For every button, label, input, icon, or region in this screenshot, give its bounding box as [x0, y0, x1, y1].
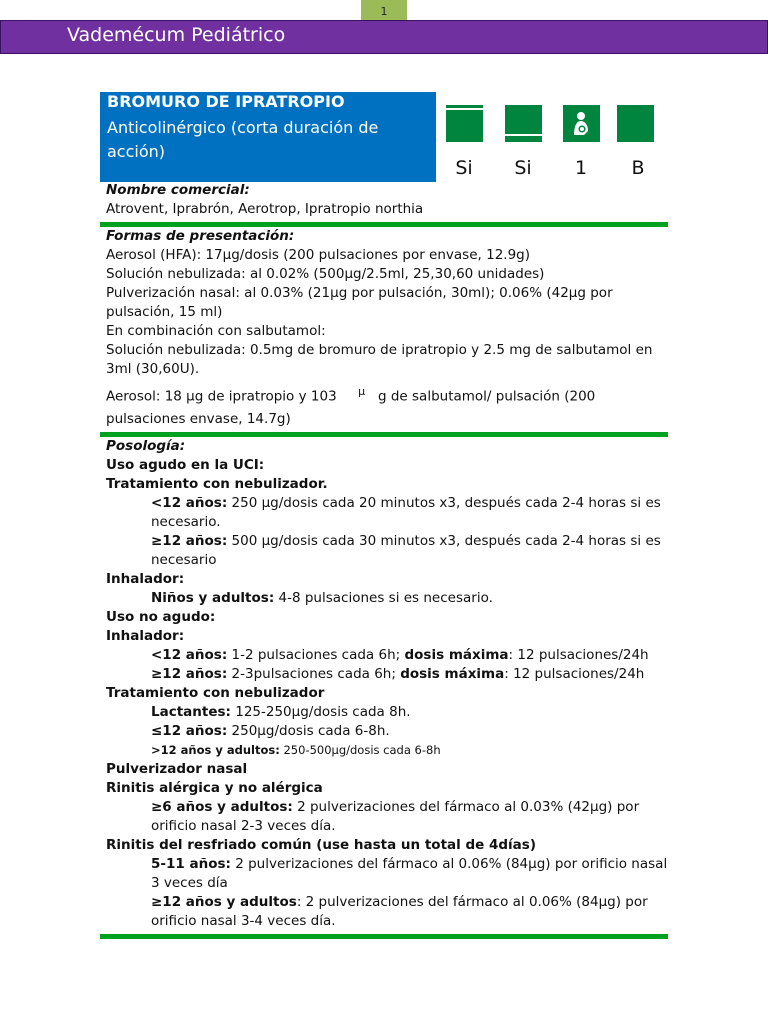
- lactation-label: Si: [514, 157, 532, 179]
- drug-name: BROMURO DE IPRATROPIO: [107, 92, 345, 111]
- breastfeeding-label: 1: [574, 157, 588, 179]
- formas-line: En combinación con salbutamol:: [106, 323, 326, 339]
- nombre-comercial-title: Nombre comercial:: [106, 182, 250, 198]
- dosing-line: Lactantes: 125-250µg/dosis cada 8h.: [151, 703, 411, 720]
- pregnancy-label: Si: [455, 157, 473, 179]
- monograph-content: [106, 181, 668, 939]
- header-title: Vademécum Pediátrico: [67, 24, 286, 46]
- risk-category-label: B: [631, 157, 645, 179]
- dosing-line: ≥12 años: 2-3pulsaciones cada 6h; dosis máxima: 12 pulsaciones/24h: [151, 665, 645, 682]
- dosing-line: ≥12 años: 500 µg/dosis cada 30 minutos x3, después cada 2-4 horas si es necesario: [151, 532, 661, 568]
- dosing-line: >12 años y adultos: 250-500µg/dosis cada 6-8h: [151, 742, 441, 757]
- page-header: [0, 20, 768, 54]
- nombre-comercial-text: Atrovent, Iprabrón, Aerotrop, Ipratropio northia: [106, 201, 424, 217]
- dosing-line: <12 años: 250 µg/dosis cada 20 minutos x3, después cada 2-4 horas si es necesario.: [151, 494, 661, 530]
- dosing-heading: Pulverizador nasal: [106, 760, 248, 777]
- dosing-heading: Inhalador:: [106, 627, 185, 644]
- dosing-line: <12 años: 1-2 pulsaciones cada 6h; dosis máxima: 12 pulsaciones/24h: [151, 646, 649, 663]
- dosing-heading: Rinitis alérgica y no alérgica: [106, 779, 323, 796]
- formas-aerosol-line: Aerosol: 18 µg de ipratropio y 103 $^\mu$ g de salbutamol/ pulsación (200: [106, 385, 596, 405]
- formas-line: Aerosol (HFA): 17µg/dosis (200 pulsaciones por envase, 12.9g): [106, 247, 530, 263]
- dosing-heading: Rinitis del resfriado común (use hasta un total de 4días): [106, 836, 536, 853]
- dosing-line: 5-11 años: 2 pulverizaciones del fármaco al 0.06% (84µg) por orificio nasal 3 veces día: [151, 855, 668, 891]
- dosing-line: Niños y adultos: 4-8 pulsaciones si es necesario.: [151, 589, 493, 606]
- divider: [100, 934, 668, 939]
- dosing-line: ≥12 años y adultos: 2 pulverizaciones del fármaco al 0.06% (84µg) por orificio nasal 3-4 veces día.: [151, 893, 648, 929]
- dosing-heading: Inhalador:: [106, 570, 185, 587]
- dosing-heading: Uso agudo en la UCI:: [106, 456, 265, 473]
- formas-line: Pulverización nasal: al 0.03% (21µg por pulsación, 30ml); 0.06% (42µg por pulsación, 15 ml): [106, 285, 613, 320]
- dosing-line: ≥6 años y adultos: 2 pulverizaciones del fármaco al 0.03% (42µg) por orificio nasal 2-3 veces día.: [151, 798, 640, 834]
- formas-line: Solución nebulizada: 0.5mg de bromuro de ipratropio y 2.5 mg de salbutamol en 3ml (30,60U).: [106, 342, 653, 377]
- formas-title: Formas de presentación:: [106, 228, 295, 244]
- drug-title-box: [100, 92, 436, 182]
- dosing-line: ≤12 años: 250µg/dosis cada 6-8h.: [151, 722, 390, 739]
- dosing-heading: Tratamiento con nebulizador: [106, 684, 325, 701]
- dosing-heading: Uso no agudo:: [106, 608, 216, 625]
- posologia-title: Posología:: [106, 437, 186, 454]
- formas-line: Solución nebulizada: al 0.02% (500µg/2.5ml, 25,30,60 unidades): [106, 266, 545, 282]
- dosing-heading: Tratamiento con nebulizador.: [106, 475, 328, 492]
- breastfeeding-icon: [563, 105, 600, 142]
- drug-class: Anticolinérgico (corta duración de acción): [107, 118, 379, 161]
- pregnancy-icon: [446, 105, 483, 142]
- lactation-icon: [505, 105, 542, 142]
- risk-category-icon: [617, 105, 654, 142]
- formas-aerosol-line-cont: pulsaciones envase, 14.7g): [106, 410, 291, 427]
- page-number: 1: [361, 0, 407, 20]
